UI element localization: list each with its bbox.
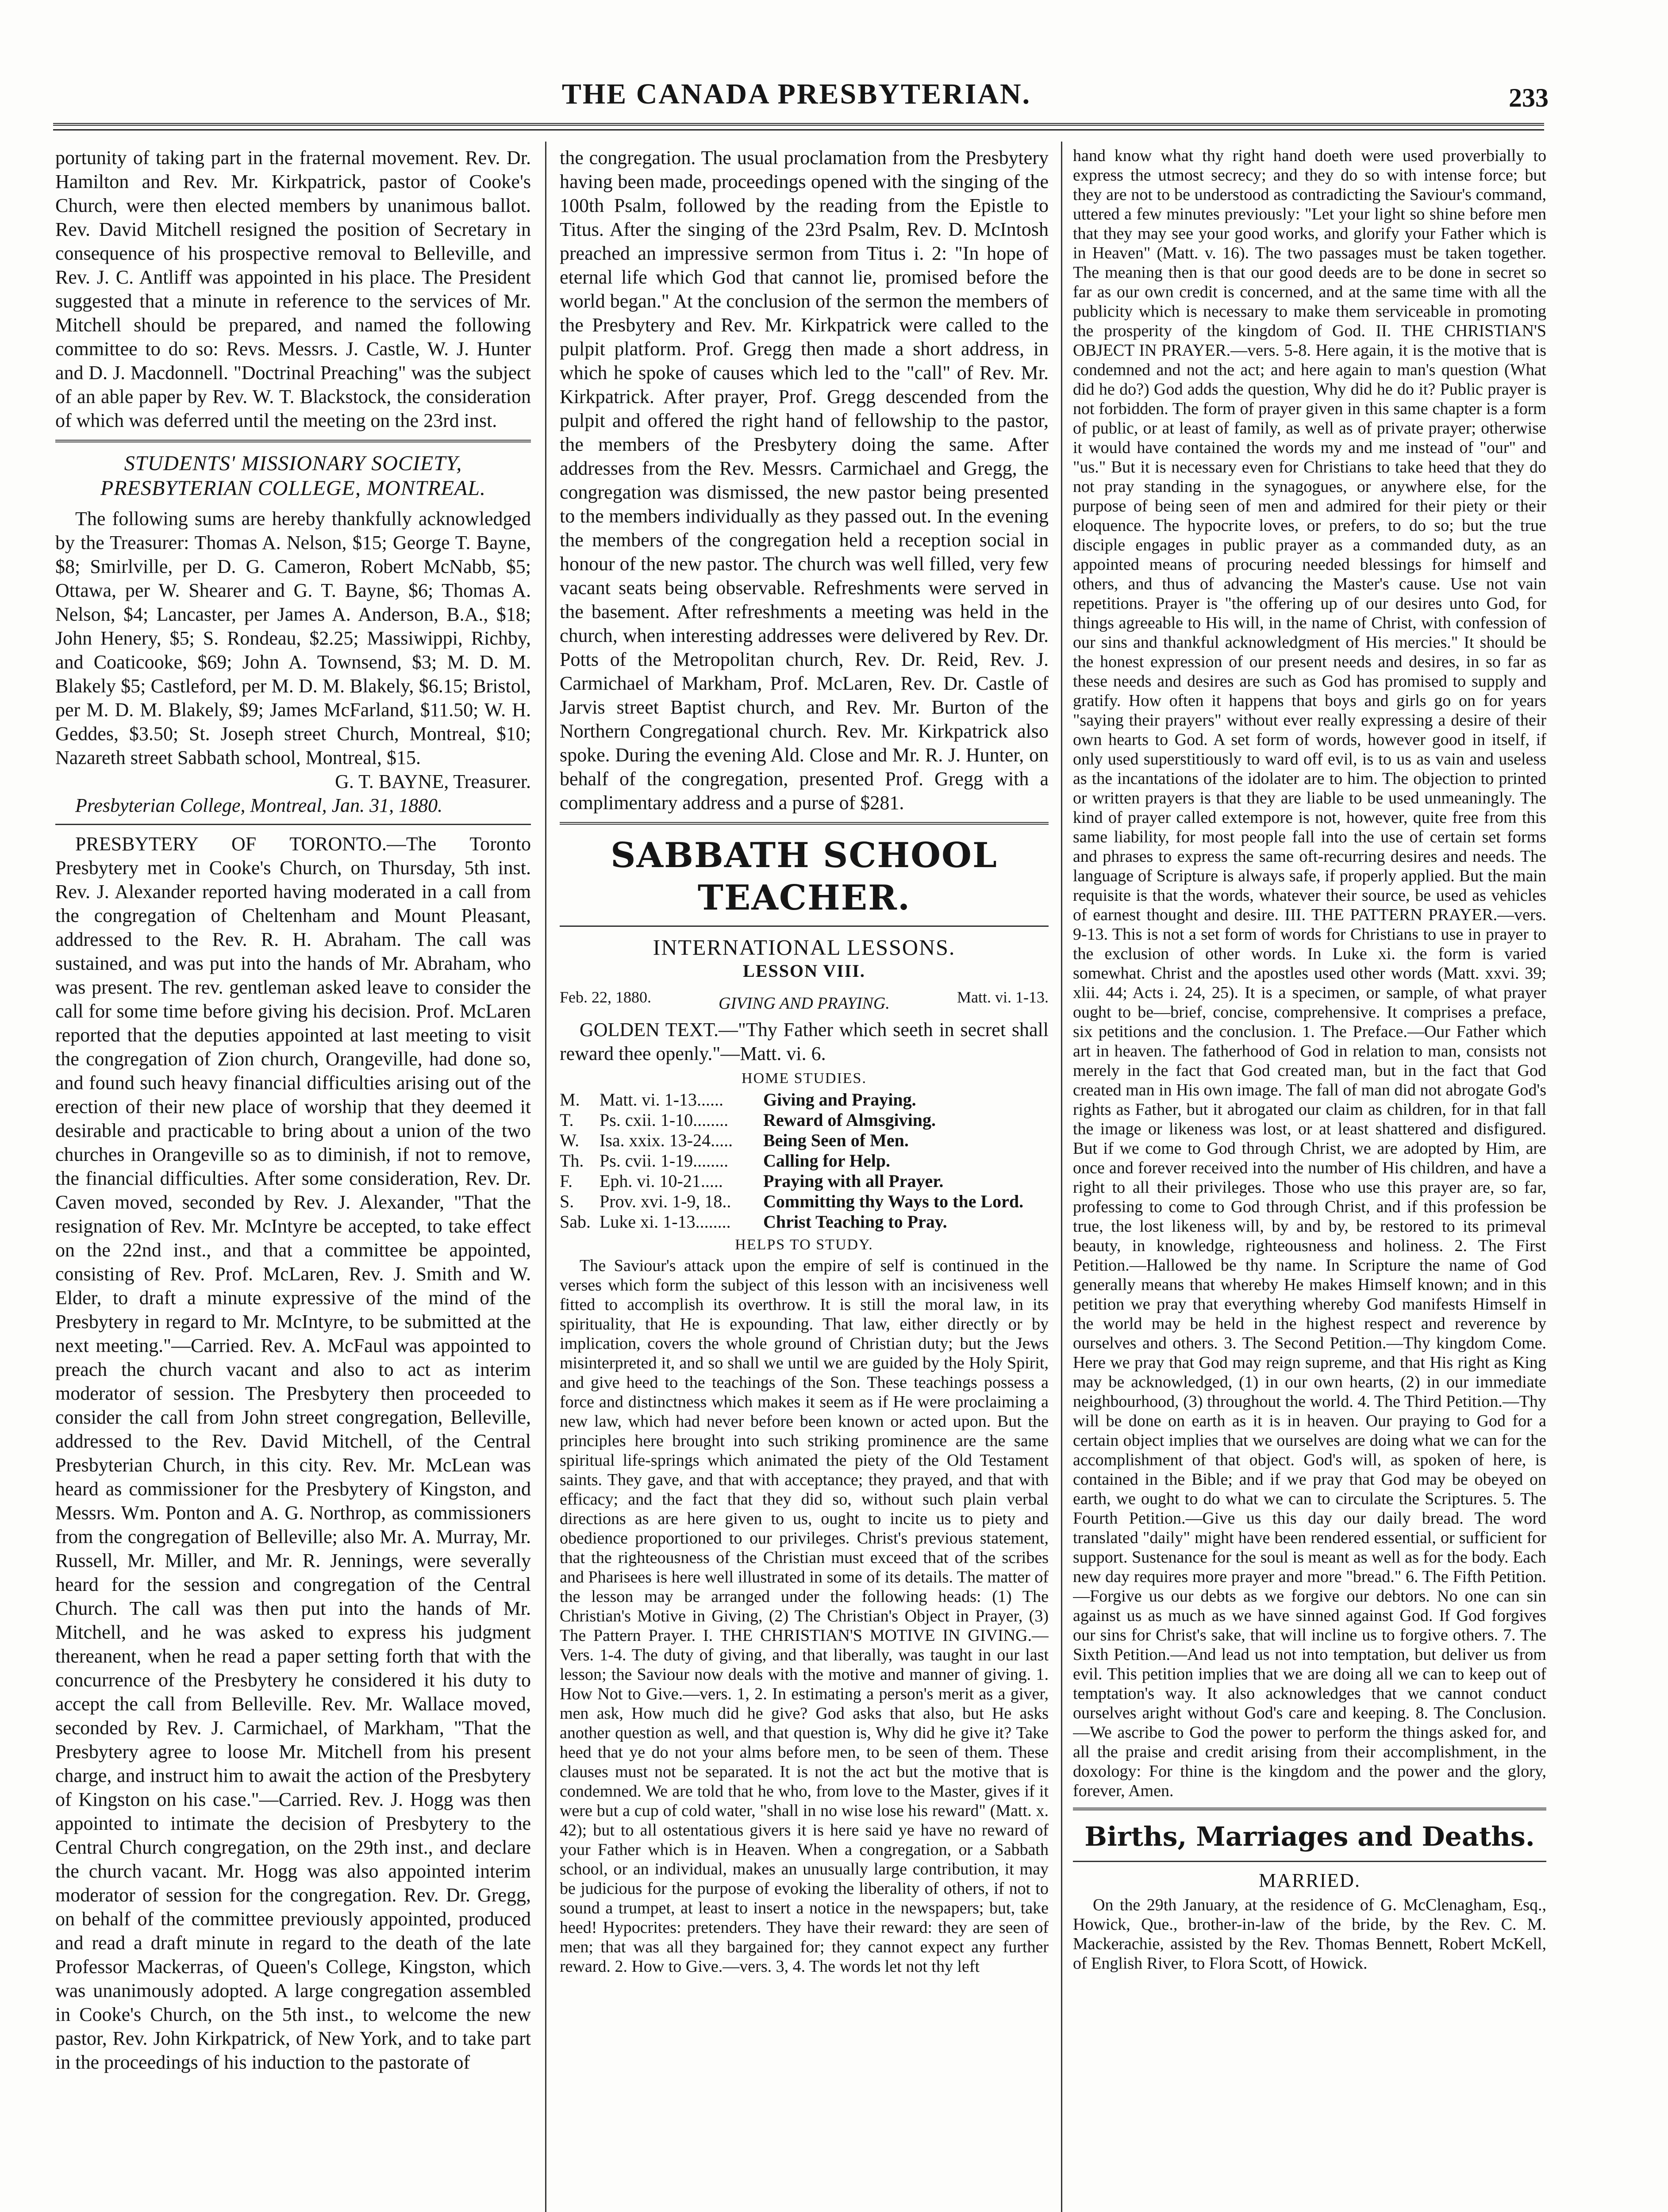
- study-topic: Committing thy Ways to the Lord.: [763, 1191, 1024, 1211]
- study-reference: Luke xi. 1-13........: [600, 1212, 731, 1232]
- section-divider: [55, 824, 531, 825]
- section-divider: [560, 926, 1049, 927]
- study-reference: Eph. vi. 10-21.....: [600, 1171, 723, 1191]
- study-topic: Being Seen of Men.: [763, 1130, 909, 1150]
- lesson-reference: Matt. vi. 1-13.: [957, 988, 1049, 1006]
- society-dateline: Presbyterian College, Montreal, Jan. 31, 1880.: [75, 795, 443, 816]
- helps-to-study-text: The Saviour's attack upon the empire of self is continued in the verses which form the subject of this lesson with an incisiveness well fitted to accomplish its overthrow. It is still the moral law, in its spirituality, that He is expounding. That law, either directly or by implication, covers the whole ground of Christian duty; but the Jews misinterpreted it, and so shall we until we are guided by the Holy Spirit, and give heed to the teachings of the Son. These teachings possess a force and distinctness which makes it seem as if He were proclaiming a new law, which had never before been known or acted upon. But the principles here brought into such striking prominence are the same spiritual life-springs which animated the piety of the Old Testament saints. They gave, and that with acceptance; they prayed, and that with efficacy; and the fact that they did so, without such plain verbal directions as are here given to us, ought to incite us to piety and obedience proportioned to our privileges. Christ's previous statement, that the righteousness of the Christian must exceed that of the scribes and Pharisees is here well illustrated in some of its details. The matter of the lesson may be arranged under the following heads: (1) The Christian's Motive in Giving, (2) The Christian's Object in Prayer, (3) The Pattern Prayer. I. THE CHRISTIAN'S MOTIVE IN GIVING.—Vers. 1-4. The duty of giving, and that liberally, was taught in our last lesson; the Saviour now deals with the motive and manner of giving. 1. How Not to Give.—vers. 1, 2. In estimating a person's merit as a giver, men ask, How much did he give? God asks that also, but He asks another question as well, and that question is, Why did he give it? Take heed that ye do not your alms before men, to be seen of them. These clauses must not be separated. It is not the act but the motive that is condemned. We are told that he who, from love to the Master, gives if it were but a cup of cold water, "shall in no wise lose his reward" (Matt. x. 42); but to all ostentatious givers it is here said ye have no reward of your Father which is in Heaven. When a congregation, or a Sabbath school, or an individual, makes an unusually large contribution, it may be judicious for the purpose of evoking the liberality of others, if not to sound a trumpet, at least to insert a notice in the newspapers; but, take heed! Hypocrites: pretenders. They have their reward: they are seen of men; that was all they bargained for; they cannot expect any further reward. 2. How to Give.—vers. 3, 4. The words let not thy left: [560, 1256, 1049, 1976]
- sabbath-school-heading: SABBATH SCHOOL TEACHER.: [611, 835, 998, 918]
- table-row: [560, 1191, 1049, 1212]
- article-continuation: portunity of taking part in the fraternal movement. Rev. Dr. Hamilton and Rev. Mr. Kirkpatrick, pastor of Cooke's Church, were then elected members by unanimous ballot. Rev. David Mitchell resigned the position of Secretary in consequence of his prospective removal to Belleville, and Rev. J. C. Antliff was appointed in his place. The President suggested that a minute in reference to the services of Mr. Mitchell should be prepared, and named the following committee to do so: Revs. Messrs. J. Castle, W. J. Hunter and D. J. Macdonnell. "Doctrinal Preaching" was the subject of an able paper by Rev. W. T. Blackstock, the consideration of which was deferred until the meeting on the 23rd inst.: [55, 147, 531, 431]
- helps-to-study-title: HELPS TO STUDY.: [735, 1237, 873, 1253]
- births-marriages-deaths-heading: Births, Marriages and Deaths.: [1084, 1821, 1535, 1852]
- table-row: [560, 1110, 1049, 1130]
- study-reference: Isa. xxix. 13-24.....: [600, 1130, 733, 1150]
- lesson-info-row: [560, 988, 1049, 1013]
- column-divider: [1061, 142, 1062, 2212]
- page-number: 233: [1509, 83, 1549, 112]
- study-topic: Praying with all Prayer.: [763, 1171, 944, 1191]
- presbytery-report: PRESBYTERY OF TORONTO.—The Toronto Presbytery met in Cooke's Church, on Thursday, 5th inst. Rev. J. Alexander reported having moderated in a call from the congregation of Cheltenham and Mount Pleasant, addressed to the Rev. R. H. Abraham. The call was sustained, and was put into the hands of Mr. Abraham, who was present. The rev. gentleman asked leave to consider the call for some time before giving his decision. Prof. McLaren reported that the deputies appointed at last meeting to visit the congregation of Zion church, Orangeville, had done so, and found such heavy financial difficulties arising out of the erection of their new place of worship that they deemed it desirable and practicable to bring about a union of the two churches in Orangeville so as to diminish, if not to remove, the financial difficulties. After some consideration, Rev. Dr. Caven moved, seconded by Rev. J. Alexander, "That the resignation of Rev. Mr. McIntyre be accepted, to take effect on the 22nd inst., and that a committee be appointed, consisting of Rev. Prof. McLaren, Rev. J. Smith and W. Elder, to draft a minute expressive of the mind of the Presbytery in regard to Mr. McIntyre, to be submitted at the next meeting."—Carried. Rev. A. McFaul was appointed to preach the church vacant and also to act as interim moderator of session. The Presbytery then proceeded to consider the call from John street congregation, Belleville, addressed to the Rev. David Mitchell, of the Central Presbyterian Church, in this city. Rev. Mr. McLean was heard as commissioner for the Presbytery of Kingston, and Messrs. Wm. Ponton and A. G. Northrop, as commissioners from the congregation of Belleville; also Mr. A. Murray, Mr. Russell, Mr. Miller, and Mr. R. Jennings, were severally heard for the session and congregation of the Central Church. The call was then put into the hands of Mr. Mitchell, and he was asked to express his judgment thereanent, when he read a paper setting forth that with the concurrence of the Presbytery he considered it his duty to accept the call from Belleville. Rev. Mr. Wallace moved, seconded by Rev. J. Carmichael, of Markham, "That the Presbytery agree to loose Mr. Mitchell from his present charge, and instruct him to await the action of the Presbytery of Kingston on his case."—Carried. Rev. J. Hogg was then appointed to intimate the decision of Presbytery to the Central Church congregation, on the 29th inst., and declare the church vacant. Mr. Hogg was also appointed interim moderator of session for the congregation. Rev. Dr. Gregg, on behalf of the committee previously appointed, produced and read a draft minute in regard to the death of the late Professor Mackerras, of Queen's College, Kingston, which was unanimously adopted. A large congregation assembled in Cooke's Church, on the 5th inst., to welcome the new pastor, Rev. John Kirkpatrick, of New York, and to take part in the proceedings of his induction to the pastorate of: [55, 833, 531, 2073]
- table-row: [560, 1212, 1049, 1232]
- married-heading: MARRIED.: [1259, 1870, 1361, 1891]
- study-day: Th.: [560, 1151, 584, 1171]
- study-day: F.: [560, 1171, 573, 1191]
- study-topic: Calling for Help.: [763, 1151, 891, 1171]
- treasurer-signature: G. T. BAYNE, Treasurer.: [335, 771, 531, 792]
- lesson-number: LESSON VIII.: [743, 961, 865, 981]
- study-reference: Prov. xvi. 1-9, 18..: [600, 1191, 731, 1211]
- home-studies-table: [560, 1090, 1049, 1232]
- column-divider: [545, 142, 546, 2212]
- section-divider: [560, 822, 1049, 825]
- society-acknowledgement: The following sums are hereby thankfully acknowledged by the Treasurer: Thomas A. Nelson, $15; George T. Bayne, $8; Smirlville, per D. G. Cameron, Robert McNabb, $5; Ottawa, per W. Shearer and G. T. Bayne, $6; Thomas A. Nelson, $4; Lancaster, per James A. Anderson, B.A., $18; John Henery, $5; S. Rondeau, $2.25; Massiwippi, Richby, and Coaticooke, $69; John A. Townsend, $3; M. D. M. Blakely $5; Castleford, per M. D. M. Blakely, $6.15; Bristol, per M. D. M. Blakely, $9; James McFarland, $11.50; W. H. Geddes, $3.50; St. Joseph street Church, Montreal, $10; Nazareth street Sabbath school, Montreal, $15.: [55, 508, 531, 768]
- page-header: [49, 73, 1549, 126]
- masthead: THE CANADA PRESBYTERIAN.: [561, 78, 1031, 110]
- study-day: Sab.: [560, 1212, 591, 1232]
- header-rule: [53, 129, 1544, 131]
- induction-report: the congregation. The usual proclamation from the Presbytery having been made, proceedings opened with the singing of the 100th Psalm, followed by the reading from the Epistle to Titus. After the singing of the 23rd Psalm, Rev. D. McIntosh preached an impressive sermon from Titus i. 2: "In hope of eternal life which God that cannot lie, promised before the world began." At the conclusion of the sermon the members of the Presbytery and Rev. Mr. Kirkpatrick were called to the pulpit platform. Prof. Gregg then made a short address, in which he spoke of causes which led to the "call" of Rev. Mr. Kirkpatrick. After prayer, Prof. Gregg descended from the pulpit and offered the right hand of fellowship to the pastor, the members of the Presbytery doing the same. After addresses from the Rev. Messrs. Carmichael and Gregg, the congregation was dismissed, the new pastor being presented to the members individually as they passed out. In the evening the members of the congregation held a reception social in honour of the new pastor. The church was well filled, very few vacant seats being observable. Refreshments were served in the basement. After refreshments a meeting was held in the church, when interesting addresses were delivered by Rev. Dr. Potts of the Metropolitan church, Rev. Dr. Reid, Rev. J. Carmichael of Markham, Prof. McLaren, Rev. Dr. Castle of Jarvis street Baptist church, and Rev. Mr. Burton of the Northern Congregational church. Rev. Mr. Kirkpatrick also spoke. During the evening Ald. Close and Mr. R. J. Hunter, on behalf of the congregation, presented Prof. Gregg with a complimentary address and a purse of $281.: [560, 147, 1049, 814]
- lesson-name: GIVING AND PRAYING.: [719, 994, 890, 1013]
- study-reference: Matt. vi. 1-13......: [600, 1090, 723, 1110]
- column-1: [55, 146, 531, 2212]
- table-row: [560, 1151, 1049, 1171]
- section-divider: [55, 440, 531, 442]
- column-2: [560, 146, 1049, 2212]
- study-day: T.: [560, 1110, 574, 1130]
- study-reference: Ps. cxii. 1-10........: [600, 1110, 729, 1130]
- study-topic: Christ Teaching to Pray.: [763, 1212, 947, 1232]
- study-day: S.: [560, 1191, 574, 1211]
- table-row: [560, 1171, 1049, 1191]
- study-reference: Ps. cvii. 1-19........: [600, 1151, 729, 1171]
- home-studies-title: HOME STUDIES.: [742, 1070, 867, 1087]
- golden-text: GOLDEN TEXT.—"Thy Father which seeth in secret shall reward thee openly."—Matt. vi. 6.: [560, 1019, 1049, 1064]
- header-double-rule: [53, 123, 1544, 126]
- marriage-notice: On the 29th January, at the residence of G. McClenagham, Esq., Howick, Que., brother-in-law of the bride, by the Rev. C. M. Mackerachie, assisted by the Rev. Thomas Bennett, Robert McKell, of English River, to Flora Scott, of Howick.: [1073, 1896, 1546, 1973]
- study-day: M.: [560, 1090, 580, 1110]
- lesson-continuation: hand know what thy right hand doeth were used proverbially to express the utmost secrecy; and they do so with intense force; but they are not to be understood as contradicting the Saviour's command, uttered a few minutes previously: "Let your light so shine before men that they may see your good works, and glorify your Father which is in Heaven" (Matt. v. 16). The two passages must be taken together. The meaning then is that our good deeds are to be done in secret so far as our own credit is concerned, and at the same time with all the publicity which is necessary to make them serviceable in promoting the prosperity of the kingdom of God. II. THE CHRISTIAN'S OBJECT IN PRAYER.—vers. 5-8. Here again, it is the motive that is condemned and not the act; and here again to man's question (What did he do?) God adds the question, Why did he do it? Public prayer is not forbidden. The form of prayer given in this same chapter is a form of public, or at least of family, as well as of private prayer; otherwise it would have contained the words my and me instead of "our" and "us." But it is necessary even for Christians to take heed that they do not pray standing in the synagogues, or anywhere else, for the purpose of being seen of men and admired for their piety or their eloquence. The hypocrite loves, or prefers, to do so; but the true disciple engages in public prayer as a commanded duty, as an appointed means of procuring needed blessings for himself and others, and thus of advancing the Master's cause. Use not vain repetitions. Prayer is "the offering up of our desires unto God, for things agreeable to His will, in the name of Christ, with confession of our sins and thankful acknowledgment of His mercies." It should be the honest expression of our present needs and desires, in so far as these needs and desires are such as God has promised to supply and gratify. How often it happens that boys and girls go on for years "saying their prayers" without ever really expressing a desire of their own hearts to God. A set form of words, however good in itself, if only used superstitiously to ward off evil, is to us as vain and useless as the incantations of the idolater are to him. The objection to printed or written prayers is that they are liable to be used unmeaningly. The kind of prayer called extempore is not, however, quite free from this same liability, for most people fall into the use of certain set forms and phrases to express the same oft-recurring desires and needs. The language of Scripture is always safe, if properly applied. But the main requisite is that the words, whatever their source, be used as vehicles of earnest thought and desire. III. THE PATTERN PRAYER.—vers. 9-13. This is not a set form of words for Christians to use in prayer to the exclusion of other words. In Luke xi. the form is varied somewhat. Christ and the apostles used other words (Matt. xxvi. 39; xlii. 44; Acts i. 24, 25). It is a specimen, or sample, of what prayer ought to be—brief, concise, comprehensive. It comprises a preface, six petitions and the conclusion. 1. The Preface.—Our Father which art in heaven. The fatherhood of God in relation to man, consists not merely in the fact that God created man, but in the fact that God created man in His own image. The fall of man did not abrogate God's rights as Father, but it abrogated our claim as children, for in that fall the image or likeness was lost, or at least shattered and disfigured. But if we come to God through Christ, we are adopted by Him, are once and forever received into the number of His children, and have a right to all their privileges. Those who use this prayer are, so far, professing to come to God through Christ, and if this profession be true, the lost likeness will, by and by, be restored to its primeval beauty, in knowledge, righteousness and holiness. 2. The First Petition.—Hallowed be thy name. In Scripture the name of God generally means that whereby He makes Himself known; and in this petition we pray that everything whereby God manifests Himself in the world may be held in the highest respect and reverence by ourselves and others. 3. The Second Petition.—Thy kingdom Come. Here we pray that God may reign supreme, and that His right as King may be acknowledged, (1) in our own hearts, (2) in our immediate neighbourhood, (3) throughout the world. 4. The Third Petition.—Thy will be done on earth as it is in heaven. Our praying to God for a certain object implies that we ourselves are doing what we can for the accomplishment of that object. God's will, as spoken of here, is contained in the Bible; and if we pray that God may be obeyed on earth, we ought to do what we can to circulate the Scriptures. 5. The Fourth Petition.—Give us this day our daily bread. The word translated "daily" might have been rendered essential, or sufficient for support. Sustenance for the soul is meant as well as for the body. Each new day requires more prayer and more "bread." 6. The Fifth Petition.—Forgive us our debts as we forgive our debtors. No one can sin against us as much as we have sinned against God. If God forgives our sins for Christ's sake, that will incline us to forgive others. 7. The Sixth Petition.—And lead us not into temptation, but deliver us from evil. This petition implies that we are doing all we can to keep out of temptation's way. It also acknowledges that we cannot conduct ourselves aright without God's care and keeping. 8. The Conclusion.—We ascribe to God the power to perform the things asked for, and all the praise and credit arising from their accomplishment, in the doxology: For thine is the kingdom and the power and the glory, forever, Amen.: [1073, 146, 1546, 1800]
- table-row: [560, 1130, 1049, 1151]
- lessons-title: INTERNATIONAL LESSONS.: [653, 935, 956, 960]
- society-heading: STUDENTS' MISSIONARY SOCIETY, PRESBYTERIAN COLLEGE, MONTREAL.: [100, 452, 486, 500]
- section-divider: [1073, 1808, 1546, 1810]
- table-row: [560, 1090, 1049, 1110]
- section-divider: [1073, 1861, 1546, 1862]
- study-topic: Giving and Praying.: [763, 1090, 916, 1110]
- column-3: [1073, 146, 1546, 2212]
- study-day: W.: [560, 1130, 580, 1150]
- lesson-date: Feb. 22, 1880.: [560, 988, 651, 1006]
- study-topic: Reward of Almsgiving.: [763, 1110, 936, 1130]
